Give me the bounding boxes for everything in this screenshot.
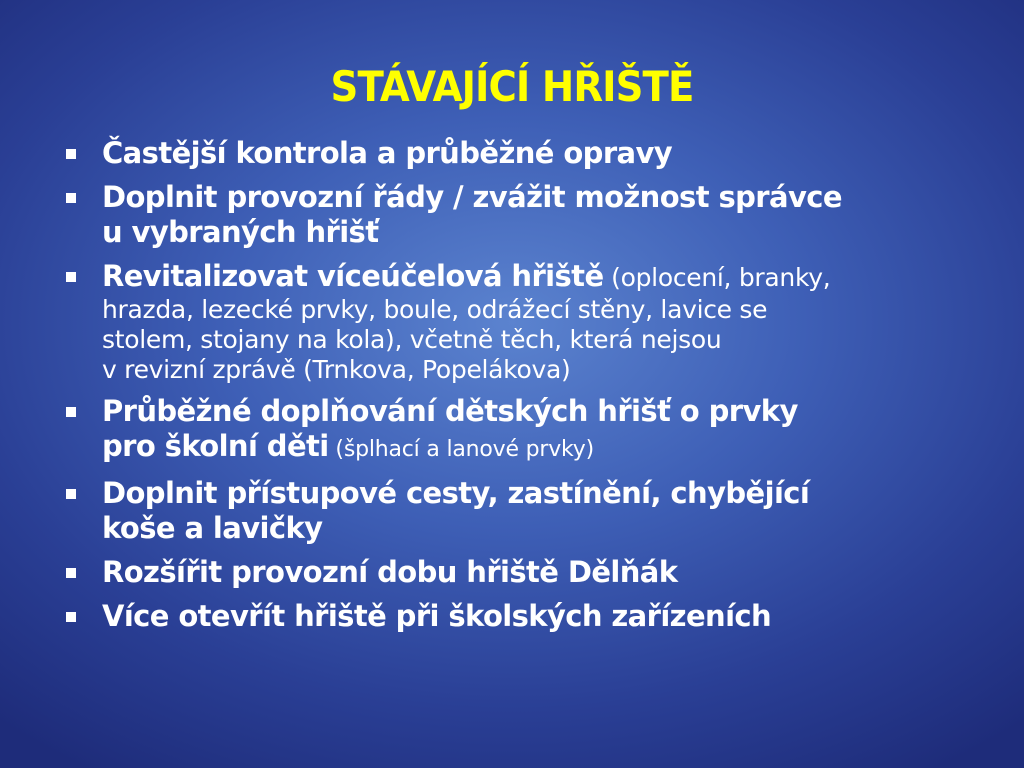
- bullet-text: Doplnit přístupové cesty, zastínění, chybějící: [102, 476, 810, 510]
- bullet-text: Doplnit provozní řády / zvážit možnost správce: [102, 180, 842, 214]
- bullet-item: [62, 555, 962, 590]
- square-bullet-icon: [66, 612, 76, 622]
- bullet-item: [62, 476, 962, 546]
- bullet-note: (oplocení, branky,: [603, 263, 831, 292]
- bullet-list: [62, 136, 962, 643]
- bullet-text: Revitalizovat víceúčelová hřiště: [102, 259, 604, 293]
- square-bullet-icon: [66, 272, 76, 282]
- bullet-note-line: stolem, stojany na kola), včetně těch, která nejsou: [102, 325, 722, 354]
- square-bullet-icon: [66, 193, 76, 203]
- bullet-note: (šplhací a lanové prvky): [328, 437, 594, 462]
- bullet-item: [62, 394, 962, 467]
- bullet-text-cont: pro školní děti: [102, 429, 329, 463]
- bullet-note-line: v revizní zprávě (Trnkova, Popelákova): [102, 355, 571, 384]
- bullet-text-cont: u vybraných hřišť: [102, 215, 379, 249]
- bullet-text-cont: koše a lavičky: [102, 511, 323, 545]
- bullet-item: [62, 136, 962, 171]
- bullet-item: [62, 259, 962, 385]
- bullet-text: Rozšířit provozní dobu hřiště Dělňák: [102, 555, 678, 589]
- square-bullet-icon: [66, 149, 76, 159]
- bullet-text: Průběžné doplňování dětských hřišť o prvky: [102, 394, 798, 428]
- bullet-text: Častější kontrola a průběžné opravy: [102, 136, 673, 170]
- square-bullet-icon: [66, 407, 76, 417]
- square-bullet-icon: [66, 489, 76, 499]
- slide-title: STÁVAJÍCÍ HŘIŠTĚ: [330, 62, 694, 111]
- bullet-item: [62, 180, 962, 250]
- bullet-item: [62, 599, 962, 634]
- square-bullet-icon: [66, 568, 76, 578]
- bullet-text: Více otevřít hřiště při školských zařízeních: [102, 599, 772, 633]
- bullet-note-line: hrazda, lezecké prvky, boule, odrážecí stěny, lavice se: [102, 295, 768, 324]
